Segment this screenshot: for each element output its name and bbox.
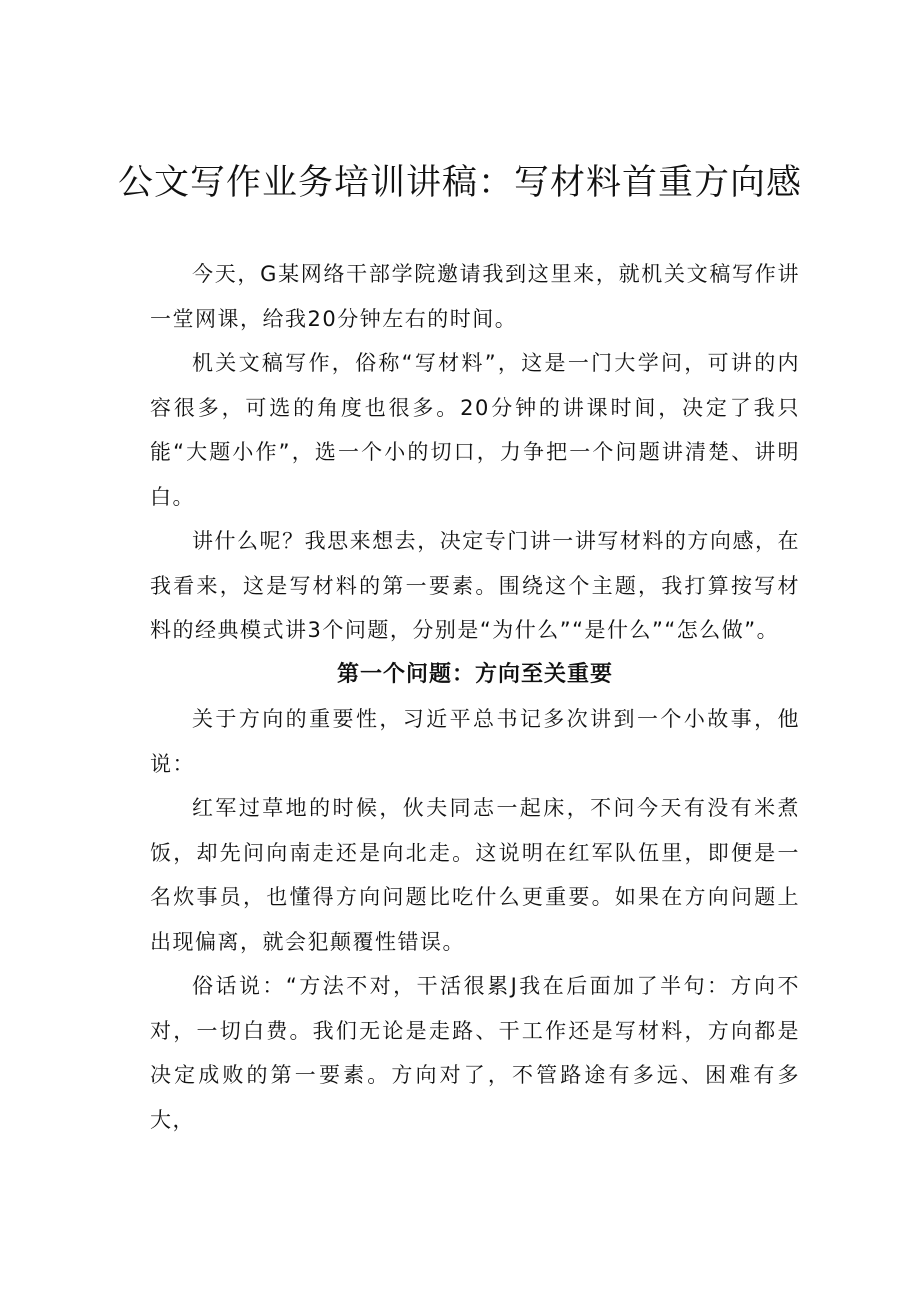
- document-body: [150, 252, 800, 1142]
- paragraph: 俗话说：“方法不对，干活很累J我在后面加了半句：方向不对，一切白费。我们无论是走路、干工作还是写材料，方向都是决定成败的第一要素。方向对了，不管路途有多远、困难有多大，: [150, 974, 800, 1132]
- paragraph: 今天，G某网络干部学院邀请我到这里来，就机关文稿写作讲一堂网课，给我20分钟左右的时间。: [150, 262, 800, 331]
- paragraph: 机关文稿写作，俗称“写材料”，这是一门大学问，可讲的内容很多，可选的角度也很多。20分钟的讲课时间，决定了我只能“大题小作”，选一个小的切口，力争把一个问题讲清楚、讲明白。: [150, 351, 800, 509]
- document-title: 公文写作业务培训讲稿：写材料首重方向感: [117, 163, 802, 203]
- paragraph: 讲什么呢？我思来想去，决定专门讲一讲写材料的方向感，在我看来，这是写材料的第一要素。围绕这个主题，我打算按写材料的经典模式讲3个问题，分别是“为什么”“是什么”“怎么做”。: [150, 529, 800, 642]
- paragraph: 关于方向的重要性，习近平总书记多次讲到一个小故事，他说：: [150, 707, 800, 776]
- paragraph: 红军过草地的时候，伙夫同志一起床，不问今天有没有米煮饭，却先问向南走还是向北走。这说明在红军队伍里，即便是一名炊事员，也懂得方向问题比吃什么更重要。如果在方向问题上出现偏离，就会犯颠覆性错误。: [150, 796, 800, 954]
- section-heading: 第一个问题：方向至关重要: [336, 661, 613, 687]
